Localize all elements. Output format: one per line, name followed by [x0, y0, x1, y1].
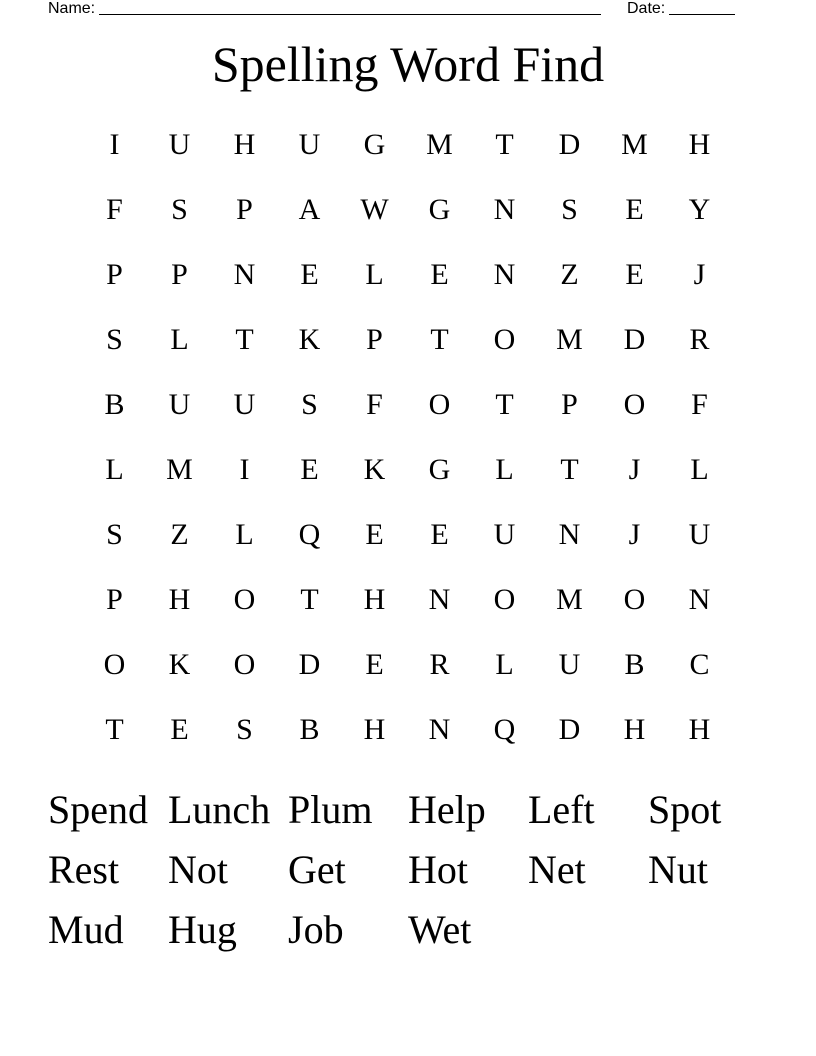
grid-letter[interactable]: S: [236, 712, 253, 746]
grid-letter[interactable]: P: [106, 257, 123, 291]
grid-letter[interactable]: E: [170, 712, 189, 746]
grid-letter[interactable]: I: [109, 127, 120, 161]
grid-letter[interactable]: H: [688, 712, 711, 746]
grid-letter[interactable]: M: [621, 127, 648, 161]
grid-letter[interactable]: S: [106, 322, 123, 356]
grid-letter[interactable]: L: [690, 452, 709, 486]
grid-letter[interactable]: S: [171, 192, 188, 226]
grid-letter[interactable]: Q: [493, 712, 516, 746]
grid-letter[interactable]: T: [430, 322, 449, 356]
grid-letter[interactable]: D: [558, 712, 581, 746]
grid-letter[interactable]: J: [693, 257, 706, 291]
word-bank: [48, 780, 768, 960]
grid-letter[interactable]: N: [558, 517, 581, 551]
grid-letter[interactable]: H: [363, 582, 386, 616]
grid-letter[interactable]: Y: [688, 192, 711, 226]
grid-letter[interactable]: T: [235, 322, 254, 356]
grid-letter[interactable]: O: [233, 647, 256, 681]
grid-letter[interactable]: O: [493, 582, 516, 616]
word-bank-item: Rest: [48, 847, 120, 892]
grid-letter[interactable]: P: [236, 192, 253, 226]
grid-letter[interactable]: Q: [298, 517, 321, 551]
grid-letter[interactable]: M: [166, 452, 193, 486]
grid-letter[interactable]: J: [628, 452, 641, 486]
grid-letter[interactable]: D: [298, 647, 321, 681]
word-bank-item: Spend: [48, 787, 148, 832]
grid-letter[interactable]: L: [495, 452, 514, 486]
grid-letter[interactable]: T: [105, 712, 124, 746]
grid-letter[interactable]: E: [625, 192, 644, 226]
grid-letter[interactable]: O: [233, 582, 256, 616]
grid-letter[interactable]: U: [298, 127, 321, 161]
name-label: Name:: [48, 0, 96, 17]
grid-letter[interactable]: Z: [560, 257, 579, 291]
grid-letter[interactable]: N: [428, 712, 451, 746]
grid-letter[interactable]: H: [233, 127, 256, 161]
grid-letter[interactable]: H: [688, 127, 711, 161]
grid-letter[interactable]: M: [556, 322, 583, 356]
grid-letter[interactable]: G: [428, 192, 451, 226]
grid-letter[interactable]: G: [363, 127, 386, 161]
grid-letter[interactable]: U: [168, 387, 191, 421]
grid-letter[interactable]: L: [235, 517, 254, 551]
grid-letter[interactable]: T: [495, 387, 514, 421]
grid-letter[interactable]: U: [493, 517, 516, 551]
grid-letter[interactable]: E: [430, 517, 449, 551]
grid-letter[interactable]: S: [561, 192, 578, 226]
grid-letter[interactable]: K: [298, 322, 321, 356]
grid-letter[interactable]: E: [625, 257, 644, 291]
grid-letter[interactable]: M: [426, 127, 453, 161]
grid-letter[interactable]: P: [106, 582, 123, 616]
grid-letter[interactable]: H: [623, 712, 646, 746]
grid-letter[interactable]: O: [428, 387, 451, 421]
grid-letter[interactable]: S: [301, 387, 318, 421]
word-bank-item: Plum: [288, 787, 373, 832]
grid-letter[interactable]: D: [558, 127, 581, 161]
grid-letter[interactable]: T: [300, 582, 319, 616]
grid-letter[interactable]: K: [168, 647, 191, 681]
grid-letter[interactable]: M: [556, 582, 583, 616]
word-bank-item: Spot: [648, 787, 722, 832]
letter-grid: [82, 112, 732, 762]
grid-letter[interactable]: O: [493, 322, 516, 356]
grid-letter[interactable]: L: [170, 322, 189, 356]
word-bank-item: Hot: [408, 847, 468, 892]
date-blank-line[interactable]: [669, 0, 735, 15]
grid-letter[interactable]: F: [366, 387, 383, 421]
grid-letter[interactable]: N: [233, 257, 256, 291]
grid-letter[interactable]: S: [106, 517, 123, 551]
word-bank-item: Help: [408, 787, 486, 832]
grid-letter[interactable]: O: [623, 387, 646, 421]
grid-letter[interactable]: G: [428, 452, 451, 486]
grid-letter[interactable]: U: [168, 127, 191, 161]
grid-letter[interactable]: N: [428, 582, 451, 616]
word-bank-item: Not: [168, 847, 228, 892]
grid-letter[interactable]: N: [493, 257, 516, 291]
grid-letter[interactable]: K: [363, 452, 386, 486]
word-bank-item: Get: [288, 847, 346, 892]
grid-letter[interactable]: U: [233, 387, 256, 421]
date-label: Date:: [627, 0, 666, 17]
grid-letter[interactable]: P: [366, 322, 383, 356]
grid-letter[interactable]: O: [103, 647, 126, 681]
grid-letter[interactable]: E: [430, 257, 449, 291]
grid-letter[interactable]: F: [106, 192, 123, 226]
date-field: [627, 0, 735, 18]
word-bank-item: Wet: [408, 907, 472, 952]
grid-letter[interactable]: N: [688, 582, 711, 616]
name-field: [48, 0, 601, 18]
grid-letter[interactable]: B: [104, 387, 125, 421]
grid-letter[interactable]: D: [623, 322, 646, 356]
grid-letter[interactable]: B: [624, 647, 645, 681]
grid-letter[interactable]: O: [623, 582, 646, 616]
page-title: Spelling Word Find: [211, 36, 605, 92]
grid-letter[interactable]: R: [689, 322, 710, 356]
grid-letter[interactable]: E: [300, 452, 319, 486]
grid-letter[interactable]: W: [360, 192, 389, 226]
grid-letter[interactable]: A: [298, 192, 321, 226]
grid-letter[interactable]: U: [688, 517, 711, 551]
name-blank-line[interactable]: [99, 0, 601, 15]
grid-letter[interactable]: L: [365, 257, 384, 291]
word-bank-item: Lunch: [168, 787, 271, 832]
grid-letter[interactable]: E: [365, 517, 384, 551]
grid-letter[interactable]: L: [495, 647, 514, 681]
word-bank-item: Job: [288, 907, 344, 952]
word-bank-item: Mud: [48, 907, 124, 952]
grid-letter[interactable]: L: [105, 452, 124, 486]
grid-letter[interactable]: I: [239, 452, 250, 486]
word-bank-item: Hug: [168, 907, 237, 952]
grid-letter[interactable]: E: [365, 647, 384, 681]
grid-letter[interactable]: T: [560, 452, 579, 486]
grid-letter[interactable]: E: [300, 257, 319, 291]
grid-letter[interactable]: H: [363, 712, 386, 746]
grid-letter[interactable]: T: [495, 127, 514, 161]
grid-letter[interactable]: C: [689, 647, 710, 681]
grid-letter[interactable]: N: [493, 192, 516, 226]
grid-letter[interactable]: H: [168, 582, 191, 616]
grid-letter[interactable]: R: [429, 647, 450, 681]
grid-letter[interactable]: Z: [170, 517, 189, 551]
word-bank-item: Nut: [648, 847, 708, 892]
grid-letter[interactable]: P: [561, 387, 578, 421]
grid-letter[interactable]: J: [628, 517, 641, 551]
word-bank-item: Net: [528, 847, 586, 892]
grid-letter[interactable]: F: [691, 387, 708, 421]
word-bank-item: Left: [528, 787, 595, 832]
grid-letter[interactable]: U: [558, 647, 581, 681]
grid-letter[interactable]: B: [299, 712, 320, 746]
grid-letter[interactable]: P: [171, 257, 188, 291]
